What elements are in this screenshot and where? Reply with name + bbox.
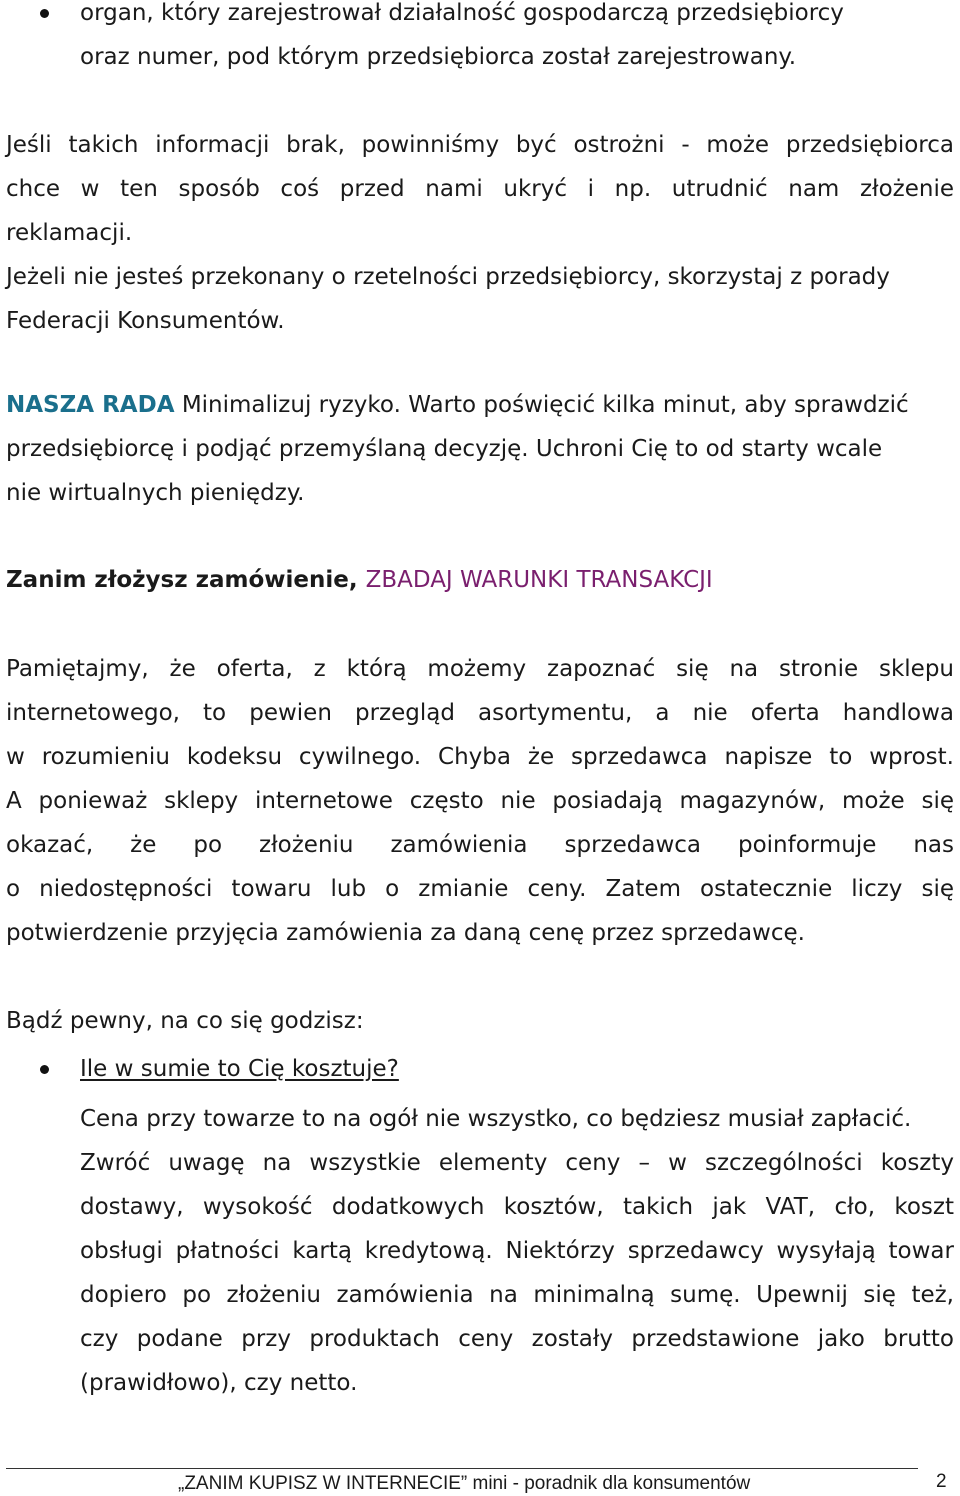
- sure-line: Bądź pewny, na co się godzisz:: [6, 1008, 364, 1034]
- para3-line4: A ponieważ sklepy internetowe często nie posiadają magazynów, może się: [6, 788, 954, 814]
- section-heading: [6, 565, 713, 595]
- advice-line3: nie wirtualnych pieniędzy.: [6, 480, 305, 506]
- advice-label: NASZA RADA: [6, 392, 175, 418]
- para1-line3: reklamacji.: [6, 220, 133, 246]
- heading-prefix: Zanim złożysz zamówienie,: [6, 567, 366, 593]
- advice-line2: przedsiębiorcę i podjąć przemyślaną decyzję. Uchroni Cię to od starty wcale: [6, 436, 883, 462]
- para2-line1: Jeżeli nie jesteś przekonany o rzetelności przedsiębiorcy, skorzystaj z porady: [6, 264, 890, 290]
- bullet2-title: Ile w sumie to Cię kosztuje?: [80, 1056, 399, 1082]
- bullet2-line5: dopiero po złożeniu zamówienia na minimalną sumę. Upewnij się też,: [80, 1282, 954, 1308]
- para3-line1: Pamiętajmy, że oferta, z którą możemy zapoznać się na stronie sklepu: [6, 656, 954, 682]
- advice-line1: [6, 390, 909, 420]
- page-number: 2: [936, 1471, 947, 1492]
- bullet1-line2: oraz numer, pod którym przedsiębiorca został zarejestrowany.: [80, 44, 797, 70]
- footer-text: „ZANIM KUPISZ W INTERNECIE” mini - poradnik dla konsumentów: [178, 1473, 751, 1494]
- para3-line7: potwierdzenie przyjęcia zamówienia za daną cenę przez sprzedawcę.: [6, 920, 805, 946]
- para1-line2: chce w ten sposób coś przed nami ukryć i np. utrudnić nam złożenie: [6, 176, 954, 202]
- para3-line5: okazać, że po złożeniu zamówienia sprzedawca poinformuje nas: [6, 832, 954, 858]
- bullet-marker: [40, 9, 49, 18]
- heading-highlight: ZBADAJ WARUNKI TRANSAKCJI: [365, 567, 713, 593]
- para3-line2: internetowego, to pewien przegląd asortymentu, a nie oferta handlowa: [6, 700, 954, 726]
- para3-line6: o niedostępności towaru lub o zmianie ceny. Zatem ostatecznie liczy się: [6, 876, 954, 902]
- advice-line1-text: Minimalizuj ryzyko. Warto poświęcić kilka minut, aby sprawdzić: [174, 392, 909, 418]
- para2-line2: Federacji Konsumentów.: [6, 308, 285, 334]
- bullet2-line1: Cena przy towarze to na ogół nie wszystko, co będziesz musiał zapłacić.: [80, 1106, 912, 1132]
- bullet2-line7: (prawidłowo), czy netto.: [80, 1370, 358, 1396]
- bullet2-line4: obsługi płatności kartą kredytową. Niektórzy sprzedawcy wysyłają towar: [80, 1238, 954, 1264]
- bullet2-line2: Zwróć uwagę na wszystkie elementy ceny – w szczególności koszty: [80, 1150, 954, 1176]
- footer-divider: [6, 1468, 918, 1469]
- bullet2-line6: czy podane przy produktach ceny zostały przedstawione jako brutto: [80, 1326, 954, 1352]
- para3-line3: w rozumieniu kodeksu cywilnego. Chyba że sprzedawca napisze to wprost.: [6, 744, 954, 770]
- para1-line1: Jeśli takich informacji brak, powinniśmy być ostrożni - może przedsiębiorca: [6, 132, 954, 158]
- bullet2-line3: dostawy, wysokość dodatkowych kosztów, takich jak VAT, cło, koszt: [80, 1194, 954, 1220]
- bullet-marker: [40, 1065, 49, 1074]
- bullet1-line1: organ, który zarejestrował działalność gospodarczą przedsiębiorcy: [80, 0, 844, 26]
